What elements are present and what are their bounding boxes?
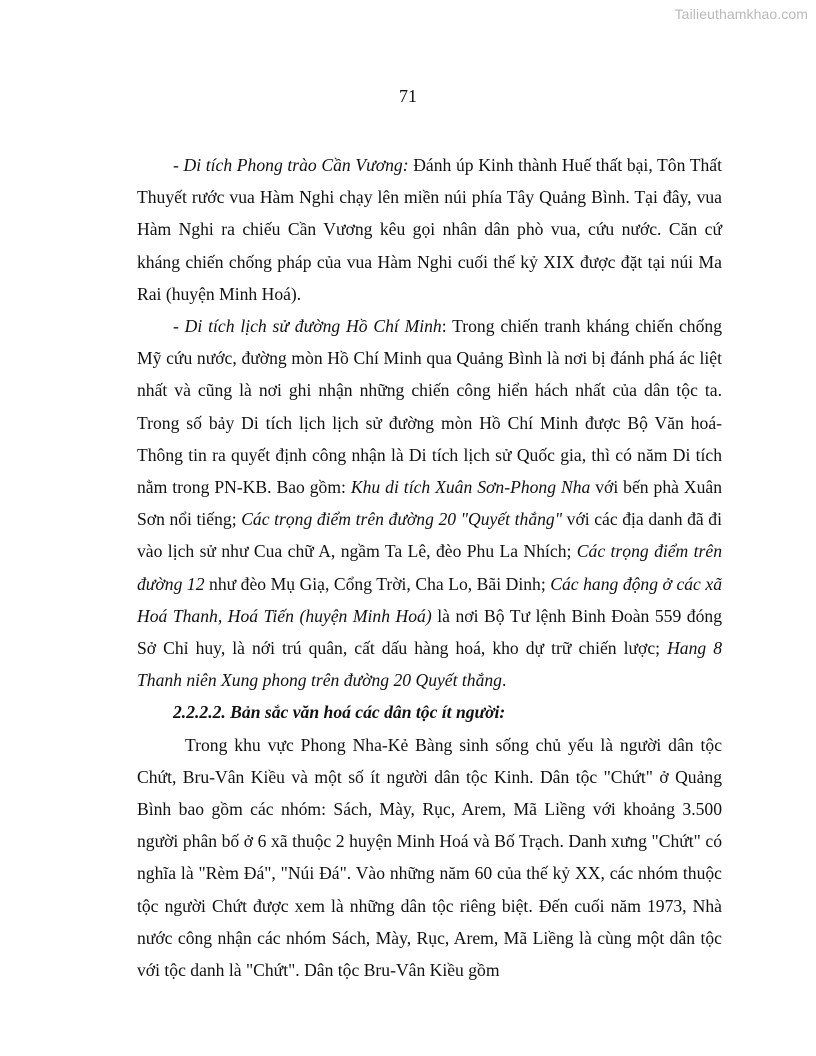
page-number: 71 <box>399 86 417 106</box>
paragraph-text: với bến phà Xuân Sơn nổi tiếng; <box>137 477 723 530</box>
paragraph-text: như đèo Mụ Giạ, Cổng Trời, Cha Lo, Bãi Dinh; <box>204 573 551 594</box>
paragraph-text: . <box>501 670 507 691</box>
paragraph-text: : Trong chiến tranh kháng chiến chống Mỹ cứu nước, đường mòn Hồ Chí Minh qua Quảng Bình là nơi bị đánh phá ác liệt nhất và cũng là nơi ghi nhận những chiến công hiển hách nhất của dân tộc ta. Trong số bảy Di tích lịch lịch sử đường mòn Hồ Chí Minh được Bộ Văn hoá-Thông tin ra quyết định công nhận là Di tích lịch sử Quốc gia, thì có năm Di tích nằm trong PN-KB. Bao gồm: <box>137 316 722 498</box>
site-name: Các hang động ở các xã Hoá Thanh, Hoá Tiến (huyện Minh Hoá) <box>137 573 722 626</box>
paragraph-lead: - Di tích lịch sử đường Hồ Chí Minh <box>173 316 442 337</box>
site-name: Các trọng điểm trên đường 20 "Quyết thắng" <box>241 509 563 530</box>
paragraph-text: Đánh úp Kinh thành Huế thất bại, Tôn Thất Thuyết rước vua Hàm Nghi chạy lên miền núi phía Tây Quảng Bình. Tại đây, vua Hàm Nghi ra chiếu Cần Vương kêu gọi nhân dân phò vua, cứu nước. Căn cứ kháng chiến chống pháp của vua Hàm Nghi cuối thế kỷ XIX được đặt tại núi Ma Rai (huyện Minh Hoá). <box>137 155 722 304</box>
section-heading: 2.2.2.2. Bản sắc văn hoá các dân tộc ít người: <box>173 702 506 723</box>
site-name: Hang 8 Thanh niên Xung phong trên đường 20 Quyết thắng <box>137 638 722 691</box>
paragraph-ethnic-groups: Trong khu vực Phong Nha-Kẻ Bàng sinh sống chủ yếu là người dân tộc Chứt, Bru-Vân Kiều và một số ít người dân tộc Kinh. Dân tộc "Chứt" ở Quảng Bình bao gồm các nhóm: Sách, Mày, Rục, Arem, Mã Liềng với khoảng 3.500 người phân bố ở 6 xã thuộc 2 huyện Minh Hoá và Bố Trạch. Danh xưng "Chứt" có nghĩa là "Rèm Đá", "Núi Đá". Vào những năm 60 của thế kỷ XX, các nhóm thuộc tộc người Chứt được xem là những dân tộc riêng biệt. Đến cuối năm 1973, Nhà nước công nhận các nhóm Sách, Mày, Rục, Arem, Mã Liềng là cùng một dân tộc với tộc danh là "Chứt". Dân tộc Bru-Vân Kiều gồm <box>137 734 722 981</box>
paragraph-ho-chi-minh-trail <box>137 310 722 696</box>
paragraph-text: với các địa danh đã đi vào lịch sử như Cua chữ A, ngầm Ta Lê, đèo Phu La Nhích; <box>137 509 722 562</box>
site-name: Các trọng điểm trên đường 12 <box>137 541 723 594</box>
body-text <box>137 149 722 986</box>
watermark: Tailieuthamkhao.com <box>674 6 808 22</box>
paragraph-text: là nơi Bộ Tư lệnh Binh Đoàn 559 đóng Sở Chỉ huy, là nới trú quân, cất dấu hàng hoá, kho dự trữ chiến lược; <box>137 605 722 659</box>
paragraph-lead: - Di tích Phong trào Cần Vương: <box>173 155 409 175</box>
paragraph-can-vuong <box>137 149 722 310</box>
site-name: Khu di tích Xuân Sơn-Phong Nha <box>350 477 591 498</box>
